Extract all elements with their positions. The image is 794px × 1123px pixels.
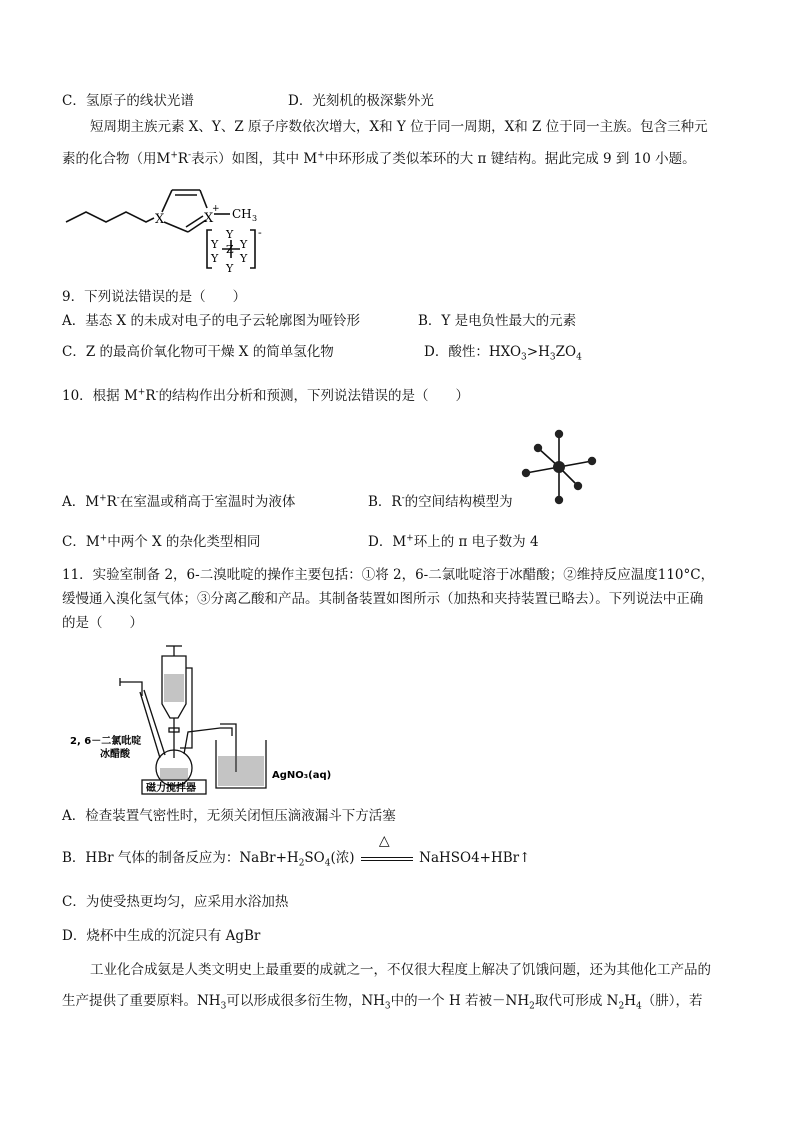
octahedral-model [520,428,598,506]
q9-option-d: D．酸性：$HXO_3>H_3ZO_4$ [424,344,582,363]
q11-option-b: B．HBr 气体的制备反应为：$NaBr+H_2SO_4$(浓) △ NaHSO4+HBr↑ [62,832,531,869]
q8-option-c: C．氢原子的线状光谱 [62,93,194,109]
label-reactant: 2, 6－二氯吡啶 [70,736,142,747]
q10-option-d: D．M+环上的 π 电子数为 4 [368,533,539,550]
y-left-top: Y [211,238,219,251]
y-bottom: Y [226,262,234,274]
q10-option-c: C．M+中两个 X 的杂化类型相同 [62,533,261,550]
methyl: CH [232,207,252,221]
outro-line-1: 工业化合成氨是人类文明史上最重要的成就之一，不仅很大程度上解决了饥饿问题，还为其他化工产品的 [90,962,711,978]
q11-option-a: A．检查装置气密性时，无须关闭恒压滴液漏斗下方活塞 [62,808,396,824]
minus-charge: - [258,226,262,239]
label-acetic-acid: 冰醋酸 [100,749,130,760]
q8-option-d: D．光刻机的极深紫外光 [288,93,434,109]
q9-option-a: A．基态 X 的未成对电子的电子云轮廓图为哑铃形 [62,313,360,329]
apparatus-diagram [70,640,340,795]
atom-x-1: X [155,212,165,227]
y-right-top: Y [240,238,248,251]
z-center: Z [226,243,234,256]
y-top: Y [226,228,234,241]
plus-charge: + [212,204,220,214]
heating-arrow: △ [359,850,415,868]
q11-stem-line-1: 11．实验室制备 2，6-二溴吡啶的操作主要包括：①将 2，6-二氯吡啶溶于冰醋酸；②维持反应温度110°C， [62,567,715,583]
q11-stem-line-2: 缓慢通入溴化氢气体；③分离乙酸和产品。其制备装置如图所示（加热和夹持装置已略去）。下列说法中正确 [62,591,704,607]
q11-stem-line-3: 的是（ ） [62,615,143,631]
label-agno3: AgNO₃(aq) [272,770,332,781]
q9-stem: 9．下列说法错误的是（ ） [62,289,247,305]
q9-option-c: C．Z 的最高价氧化物可干燥 X 的简单氢化物 [62,344,334,360]
q10-option-a: A．M+R-在室温或稍高于室温时为液体 [62,493,296,510]
q11-option-c: C．为使受热更均匀，应采用水浴加热 [62,894,289,910]
svg-text:3: 3 [252,214,258,223]
intro-line-2: 素的化合物（用M+R-表示）如图，其中 M+中环形成了类似苯环的大 π 键结构。据此完成 9 到 10 小题。 [62,150,696,167]
atom-x-2: X [204,211,214,226]
q10-option-b: B．R-的空间结构模型为 [368,493,513,510]
ionic-liquid-structure [62,178,282,274]
q11-option-d: D．烧杯中生成的沉淀只有 AgBr [62,928,261,944]
q10-stem: 10．根据 M+R-的结构作出分析和预测，下列说法错误的是（ ） [62,387,470,404]
y-right-bottom: Y [240,252,248,265]
q9-option-b: B．Y 是电负性最大的元素 [418,313,577,329]
central-atom [553,461,565,473]
y-left-bottom: Y [211,252,219,265]
intro-line-1: 短周期主族元素 X、Y、Z 原子序数依次增大，X和 Y 位于同一周期，X和 Z 位于同一主族。包含三种元 [90,119,708,135]
outro-line-2: 生产提供了重要原料。$NH_3$可以形成很多衍生物，$NH_3$中的一个 H 若被$-NH_2$取代可形成 $N_2H_4$（肼），若 [62,993,703,1012]
butyl-chain [66,212,154,222]
label-stirrer: 磁力搅拌器 [146,783,196,794]
